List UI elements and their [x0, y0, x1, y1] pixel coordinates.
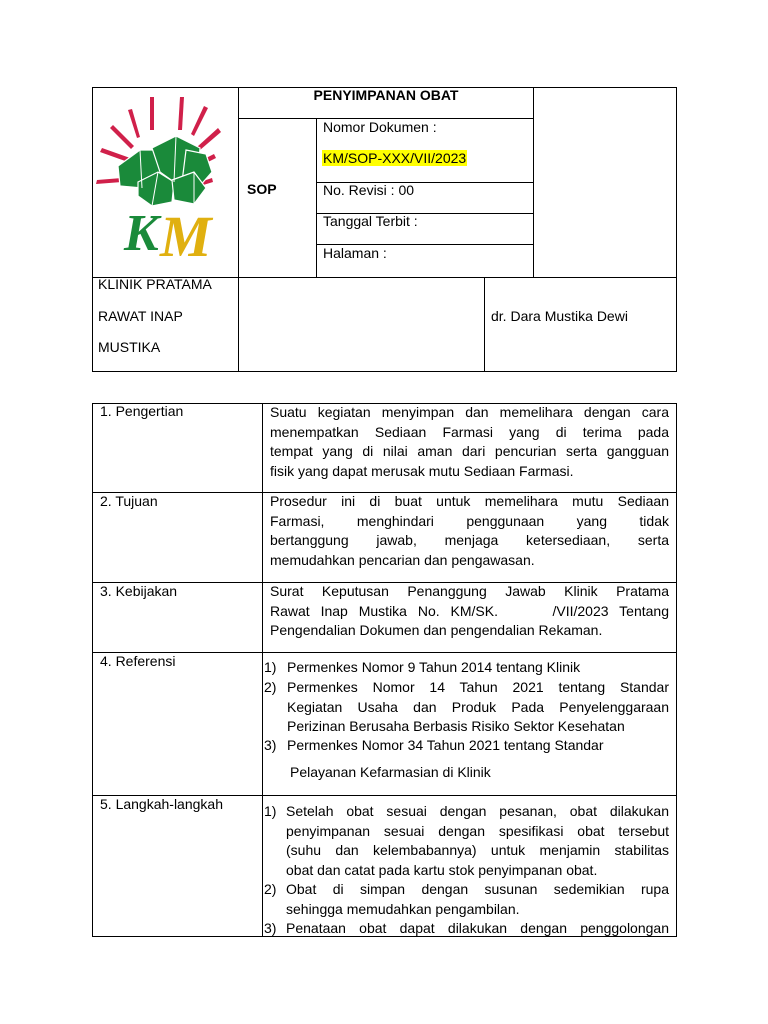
list-item: Permenkes Nomor 14 Tahun 2021 tentang Standar	[287, 679, 669, 695]
tujuan-text	[270, 492, 669, 570]
list-item: Perizinan Berusaha Berbasis Risiko Sektor Kesehatan	[287, 718, 625, 734]
km-logo-icon	[94, 92, 236, 274]
text-line: fisik yang dapat merusak mutu Sediaan Farmasi.	[270, 462, 574, 479]
list-number: 2)	[264, 679, 277, 695]
nomor-dokumen-label: Nomor Dokumen :	[323, 119, 437, 135]
text-line: Rawat Inap Mustika No. KM/SK. /VII/2023 Tentang	[270, 602, 669, 619]
referensi-label: 4. Referensi	[100, 653, 176, 669]
pengertian-label: 1. Pengertian	[100, 403, 184, 419]
list-number: 1)	[264, 659, 277, 675]
text-line: Pengendalian Dokumen dan pengendalian Rekaman.	[270, 622, 603, 638]
sop-label: SOP	[247, 181, 277, 197]
list-item: sehingga memudahkan pengambilan.	[286, 901, 520, 917]
kebijakan-label: 3. Kebijakan	[100, 583, 178, 599]
nomor-dokumen-highlight: KM/SOP-XXX/VII/2023	[323, 150, 467, 166]
text-line: Farmasi, menghindari penggunaan yang tidak	[270, 512, 669, 529]
halaman: Halaman :	[323, 245, 387, 261]
list-item: Permenkes Nomor 34 Tahun 2021 tentang Standar	[287, 737, 604, 753]
langkah-label: 5. Langkah-langkah	[100, 796, 223, 812]
list-number: 1)	[264, 803, 277, 819]
logo-m-letter: M	[160, 204, 212, 269]
list-item: Permenkes Nomor 9 Tahun 2014 tentang Klinik	[287, 659, 581, 675]
tanggal-terbit: Tanggal Terbit :	[323, 213, 418, 229]
text-line: Suatu kegiatan menyimpan dan memelihara dengan cara	[270, 404, 669, 420]
list-item: Setelah obat sesuai dengan pesanan, obat dilakukan	[286, 803, 669, 819]
list-number: 3)	[264, 737, 277, 753]
list-item: Pelayanan Kefarmasian di Klinik	[290, 764, 491, 780]
text-line: menempatkan Sediaan Farmasi yang di terima pada	[270, 423, 669, 440]
list-item: obat dan catat pada kartu stok penyimpanan obat.	[286, 862, 598, 878]
tujuan-label: 2. Tujuan	[100, 493, 158, 509]
list-number: 2)	[264, 881, 277, 897]
text-line: memudahkan pencarian dan pengawasan.	[270, 551, 535, 568]
list-item: Kegiatan Usaha dan Produk Pada Penyelenggaraan	[287, 699, 669, 715]
logo-k-letter: K	[124, 205, 159, 262]
clinic-name-line2: RAWAT INAP	[98, 308, 183, 324]
list-item: penyimpanan sesuai dengan spesifikasi obat tersebut	[286, 823, 669, 839]
text-line: Surat Keputusan Penanggung Jawab Klinik Pratama	[270, 583, 669, 599]
pengertian-text	[270, 403, 669, 481]
document-title: PENYIMPANAN OBAT	[313, 87, 459, 103]
list-item: (suhu dan kelembabannya) untuk menjamin stabilitas	[286, 842, 669, 858]
text-line: bertanggung jawab, menjaga ketersediaan, serta	[270, 532, 669, 548]
nomor-dokumen-value	[322, 149, 467, 169]
no-revisi: No. Revisi : 00	[323, 182, 415, 198]
list-number: 3)	[264, 920, 277, 936]
clinic-name-line1: KLINIK PRATAMA	[98, 276, 212, 292]
langkah-list	[264, 802, 674, 936]
list-item: Penataan obat dapat dilakukan dengan penggolongan	[286, 920, 669, 936]
text-line: Prosedur ini di buat untuk memelihara mutu Sediaan	[270, 493, 669, 509]
kebijakan-text	[270, 582, 669, 641]
signatory-name: dr. Dara Mustika Dewi	[491, 308, 628, 324]
referensi-list	[264, 658, 674, 793]
text-line: tempat yang di nilai aman dari pencurian serta gangguan	[270, 443, 669, 459]
clinic-name-line3: MUSTIKA	[98, 339, 161, 355]
clinic-logo	[94, 92, 236, 274]
list-item: Obat di simpan dengan susunan sedemikian rupa	[286, 881, 669, 897]
